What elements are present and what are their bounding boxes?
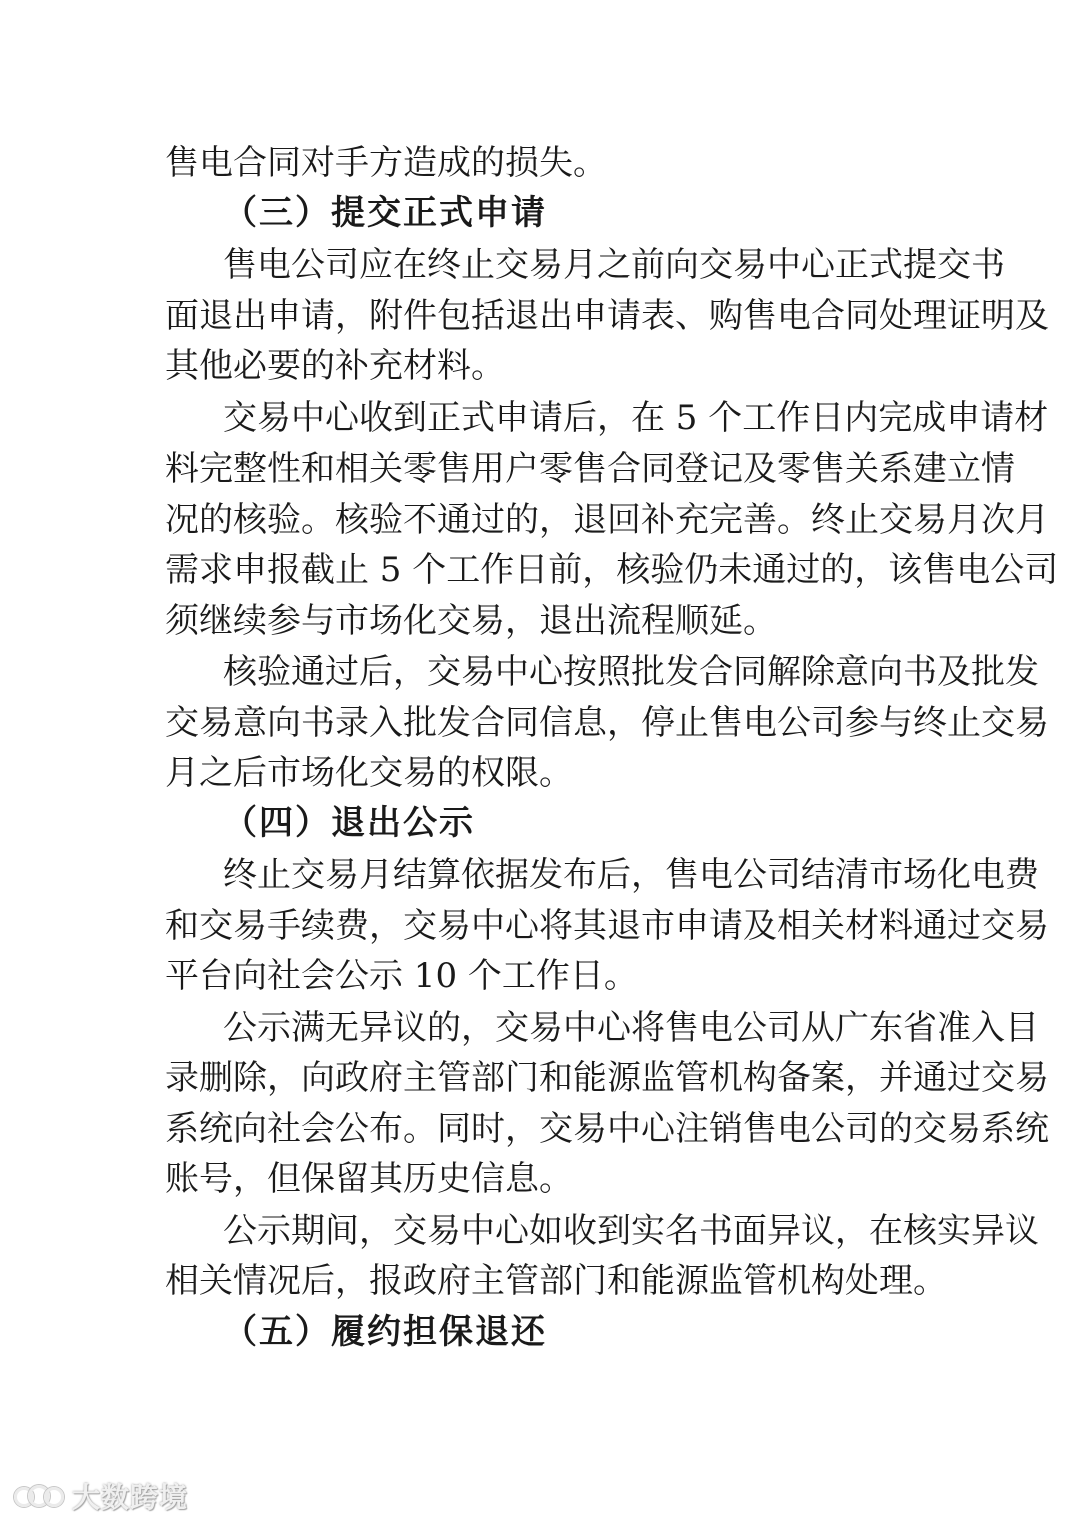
body-line: 料完整性和相关零售用户零售合同登记及零售关系建立情 (165, 449, 1015, 489)
body-line: 其他必要的补充材料。 (165, 346, 505, 386)
section-heading-3: （三）提交正式申请 (223, 193, 547, 233)
body-line: 售电公司应在终止交易月之前向交易中心正式提交书 (223, 245, 1005, 285)
section-heading-4: （四）退出公示 (223, 803, 475, 843)
logo-rings-icon (14, 1483, 66, 1509)
body-line: 公示满无异议的，交易中心将售电公司从广东省准入目 (223, 1008, 1039, 1048)
body-line: 和交易手续费，交易中心将其退市申请及相关材料通过交易 (165, 906, 1049, 946)
body-line: 售电合同对手方造成的损失。 (165, 143, 607, 183)
body-line: 需求申报截止 5 个工作日前，核验仍未通过的，该售电公司 (165, 550, 1059, 590)
body-line: 交易中心收到正式申请后，在 5 个工作日内完成申请材 (223, 398, 1049, 438)
watermark (14, 1478, 188, 1514)
body-line: 终止交易月结算依据发布后，售电公司结清市场化电费 (223, 855, 1039, 895)
body-line: 平台向社会公示 10 个工作日。 (165, 956, 638, 996)
section-heading-5: （五）履约担保退还 (223, 1312, 547, 1352)
body-line: 相关情况后，报政府主管部门和能源监管机构处理。 (165, 1261, 947, 1301)
body-line: 面退出申请，附件包括退出申请表、购售电合同处理证明及 (165, 296, 1049, 336)
body-line: 录删除，向政府主管部门和能源监管机构备案，并通过交易 (165, 1058, 1049, 1098)
body-line: 月之后市场化交易的权限。 (165, 753, 573, 793)
body-line: 系统向社会公布。同时，交易中心注销售电公司的交易系统 (165, 1109, 1049, 1149)
body-line: 账号，但保留其历史信息。 (165, 1159, 573, 1199)
body-line: 交易意向书录入批发合同信息，停止售电公司参与终止交易 (165, 703, 1049, 743)
body-line: 公示期间，交易中心如收到实名书面异议，在核实异议 (223, 1211, 1039, 1251)
watermark-text: 大数跨境 (72, 1481, 189, 1514)
body-line: 况的核验。核验不通过的，退回补充完善。终止交易月次月 (165, 500, 1049, 540)
body-line: 须继续参与市场化交易，退出流程顺延。 (165, 601, 777, 641)
body-line: 核验通过后，交易中心按照批发合同解除意向书及批发 (223, 652, 1039, 692)
